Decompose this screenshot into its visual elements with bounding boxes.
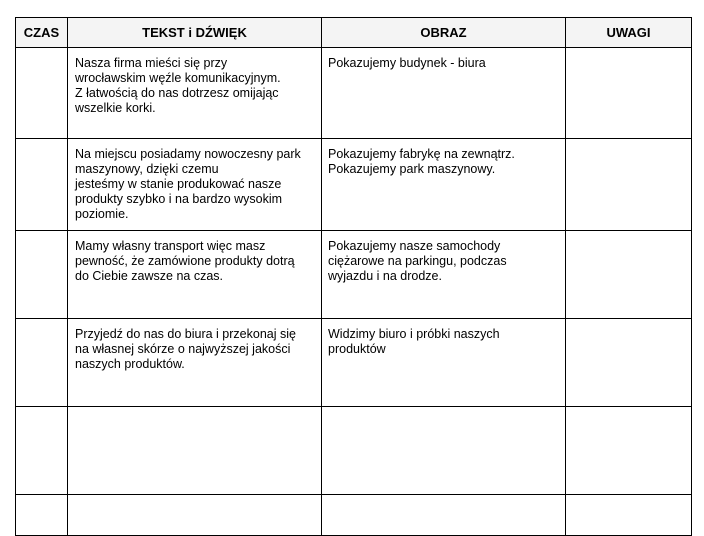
cell-obraz-text: [322, 495, 565, 503]
cell-tekst: [68, 231, 322, 319]
cell-obraz-text: Pokazujemy nasze samochody ciężarowe na parkingu, podczas wyjazdu i na drodze.: [328, 239, 507, 283]
cell-czas-text: [16, 48, 67, 56]
cell-tekst: [68, 495, 322, 536]
cell-obraz: [322, 139, 566, 231]
table-row: [16, 495, 692, 536]
table-header-row: [16, 18, 692, 48]
cell-uwagi-text: [566, 48, 691, 56]
cell-uwagi: [566, 495, 692, 536]
column-header-tekst: TEKST i DŹWIĘK: [68, 18, 322, 48]
cell-obraz-text: Pokazujemy fabrykę na zewnątrz. Pokazujemy park maszynowy.: [328, 147, 515, 176]
cell-tekst-text: [68, 495, 321, 503]
cell-uwagi-text: [566, 495, 691, 503]
cell-obraz: [322, 407, 566, 495]
cell-uwagi: [566, 139, 692, 231]
cell-tekst-text: [68, 407, 321, 415]
cell-czas-text: [16, 407, 67, 415]
cell-uwagi-text: [566, 231, 691, 239]
cell-tekst-text: Przyjedź do nas do biura i przekonaj się na własnej skórze o najwyższej jakości naszych produktów.: [75, 327, 296, 371]
cell-czas: [16, 407, 68, 495]
cell-uwagi-text: [566, 407, 691, 415]
table-row: [16, 407, 692, 495]
cell-czas-text: [16, 139, 67, 147]
cell-tekst: [68, 48, 322, 139]
table-row: [16, 319, 692, 407]
cell-czas-text: [16, 495, 67, 503]
cell-tekst: [68, 139, 322, 231]
cell-tekst: [68, 319, 322, 407]
cell-obraz-text: [322, 407, 565, 415]
cell-uwagi: [566, 319, 692, 407]
cell-uwagi-text: [566, 319, 691, 327]
cell-uwagi: [566, 48, 692, 139]
cell-tekst-text: Na miejscu posiadamy nowoczesny park maszynowy, dzięki czemu jesteśmy w stanie produkować nasze produkty szybko i na bardzo wysokim poziomie.: [75, 147, 301, 221]
column-header-uwagi: UWAGI: [566, 18, 692, 48]
cell-uwagi-text: [566, 139, 691, 147]
cell-czas: [16, 231, 68, 319]
cell-tekst-text: Nasza firma mieści się przy wrocławskim węźle komunikacyjnym. Z łatwością do nas dotrzesz omijając wszelkie korki.: [75, 56, 281, 115]
script-table: [15, 17, 692, 536]
cell-czas-text: [16, 319, 67, 327]
column-header-obraz: OBRAZ: [322, 18, 566, 48]
cell-czas: [16, 319, 68, 407]
cell-obraz-text: Widzimy biuro i próbki naszych produktów: [328, 327, 500, 356]
cell-tekst-text: Mamy własny transport więc masz pewność, że zamówione produkty dotrą do Ciebie zawsze na czas.: [75, 239, 295, 283]
cell-obraz: [322, 495, 566, 536]
cell-obraz-text: Pokazujemy budynek - biura: [328, 56, 486, 70]
cell-obraz: [322, 231, 566, 319]
table-row: [16, 139, 692, 231]
cell-obraz: [322, 48, 566, 139]
cell-uwagi: [566, 231, 692, 319]
cell-czas: [16, 495, 68, 536]
table-row: [16, 231, 692, 319]
cell-czas-text: [16, 231, 67, 239]
cell-tekst: [68, 407, 322, 495]
cell-czas: [16, 48, 68, 139]
cell-obraz: [322, 319, 566, 407]
cell-czas: [16, 139, 68, 231]
cell-uwagi: [566, 407, 692, 495]
column-header-czas: CZAS: [16, 18, 68, 48]
table-row: [16, 48, 692, 139]
